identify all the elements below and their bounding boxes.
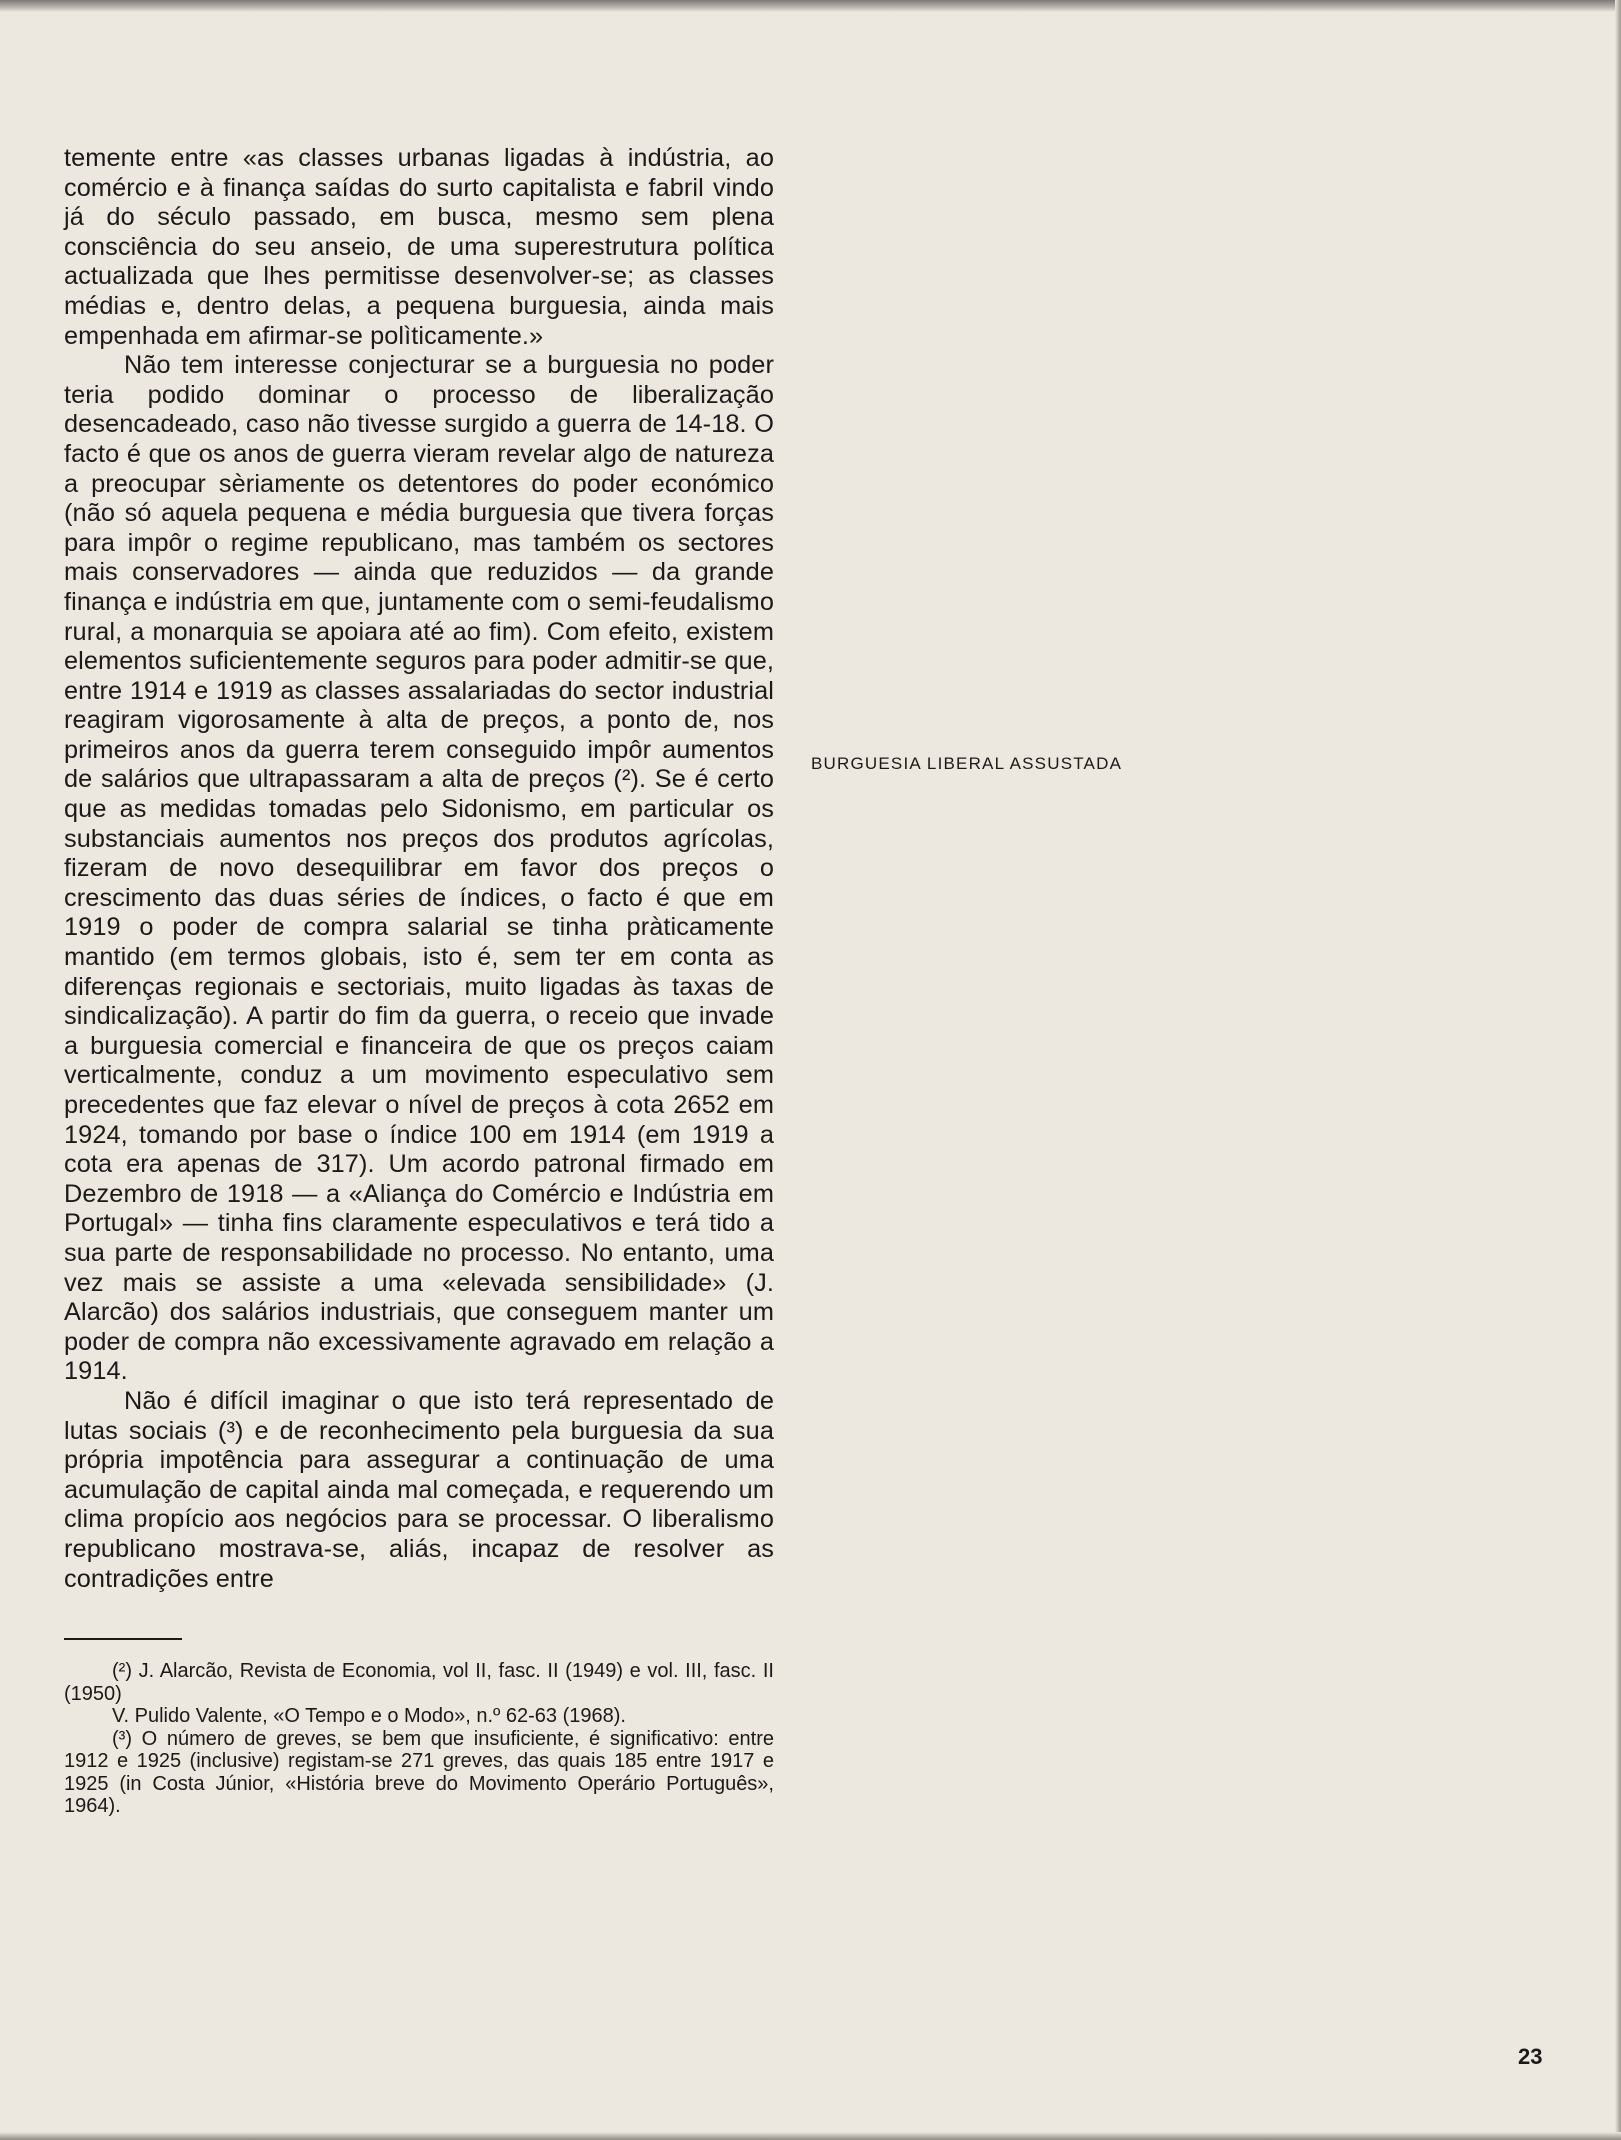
side-heading: BURGUESIA LIBERAL ASSUSTADA	[811, 754, 1123, 773]
page-right-edge	[1615, 0, 1621, 2140]
page-top-edge	[0, 0, 1621, 12]
footnote-3: (³) O número de greves, se bem que insuficiente, é significativo: entre 1912 e 1925 (inclusive) registam-se 271 greves, das quais 185 entre 1917 e 1925 (in Costa Júnior, «História breve do Movimento Operário Português», 1964).	[64, 1727, 774, 1818]
footnotes	[64, 1660, 774, 1818]
footnote-2: (²) J. Alarcão, Revista de Economia, vol II, fasc. II (1949) e vol. III, fasc. II (1950)	[64, 1660, 774, 1705]
main-text-column	[64, 144, 774, 1818]
page-number: 23	[1518, 2044, 1543, 2069]
footnote-2-continued: V. Pulido Valente, «O Tempo e o Modo», n.º 62-63 (1968).	[112, 1705, 626, 1728]
paragraph-social-struggles: Não é difícil imaginar o que isto terá representado de lutas sociais (³) e de reconhecimento pela burguesia da sua própria impotência para assegurar a continuação de uma acumulação de capital ainda mal começada, e requerendo um clima propício aos negócios para se processar. O liberalismo republicano mostrava-se, aliás, incapaz de resolver as contradições entre	[64, 1386, 774, 1593]
footnote-separator	[64, 1638, 182, 1640]
page-bottom-edge	[0, 2132, 1621, 2140]
paragraph-war-years: Não tem interesse conjecturar se a burguesia no poder teria podido dominar o processo de liberalização desencadeado, caso não tivesse surgido a guerra de 14-18. O facto é que os anos de guerra vieram revelar algo de natureza a preocupar sèriamente os detentores do poder económico (não só aquela pequena e média burguesia que tivera forças para impôr o regime republicano, mas também os sectores mais conservadores — ainda que reduzidos — da grande finança e indústria em que, juntamente com o semi-feudalismo rural, a monarquia se apoiara até ao fim). Com efeito, existem elementos suficientemente seguros para poder admitir-se que, entre 1914 e 1919 as classes assalariadas do sector industrial reagiram vigorosamente à alta de preços, a ponto de, nos primeiros anos da guerra terem conseguido impôr aumentos de salários que ultrapassaram a alta de preços (²). Se é certo que as medidas tomadas pelo Sidonismo, em particular os substanciais aumentos nos preços dos produtos agrícolas, fizeram de novo desequilibrar em favor dos preços o crescimento das duas séries de índices, o facto é que em 1919 o poder de compra salarial se tinha pràticamente mantido (em termos globais, isto é, sem ter em conta as diferenças regionais e sectoriais, muito ligadas às taxas de sindicalização). A partir do fim da guerra, o receio que invade a burguesia comercial e financeira de que os preços caiam verticalmente, conduz a um movimento especulativo sem precedentes que faz elevar o nível de preços à cota 2652 em 1924, tomando por base o índice 100 em 1914 (em 1919 a cota era apenas de 317). Um acordo patronal firmado em Dezembro de 1918 — a «Aliança do Comércio e Indústria em Portugal» — tinha fins claramente especulativos e terá tido a sua parte de responsabilidade no processo. No entanto, uma vez mais se assiste a uma «elevada sensibilidade» (J. Alarcão) dos salários industriais, que conseguem manter um poder de compra não excessivamente agravado em relação a 1914.	[64, 351, 774, 1386]
paragraph-continuation: temente entre «as classes urbanas ligadas à indústria, ao comércio e à finança saídas do surto capitalista e fabril vindo já do século passado, em busca, mesmo sem plena consciência do seu anseio, de uma superestrutura política actualizada que lhes permitisse desenvolver-se; as classes médias e, dentro delas, a pequena burguesia, ainda mais empenhada em afirmar-se polìticamente.»	[64, 144, 774, 350]
